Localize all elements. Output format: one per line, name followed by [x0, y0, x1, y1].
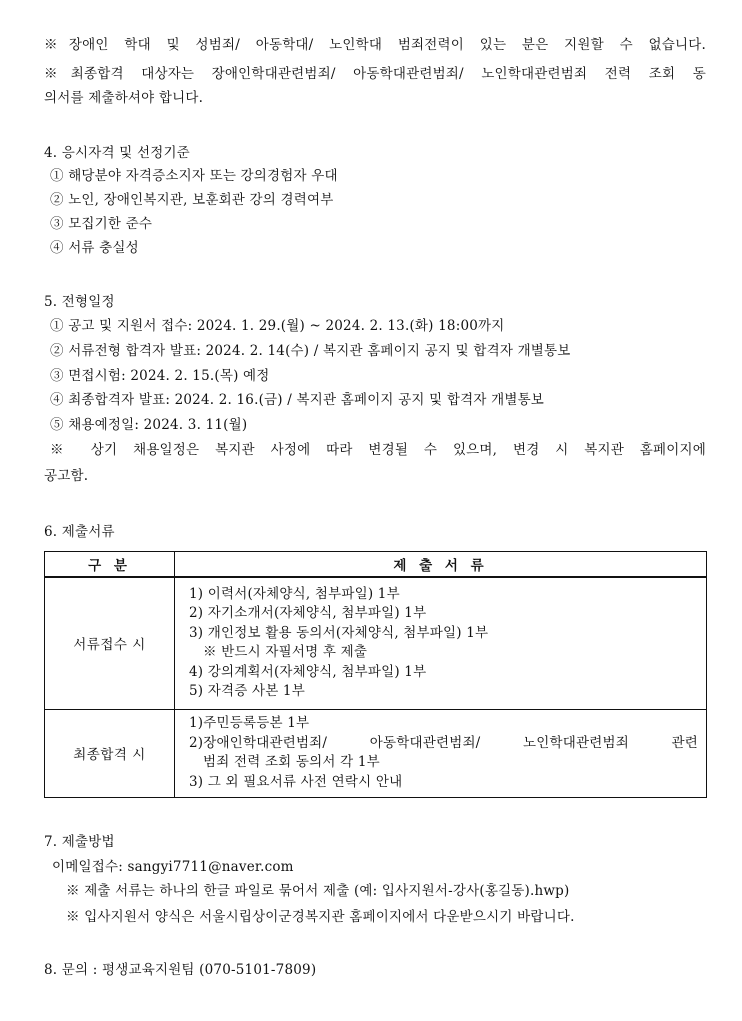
schedule-item: ③ 면접시험: 2024. 2. 15.(목) 예정: [50, 368, 270, 384]
table-header-documents: 제 출 서 류: [175, 552, 707, 578]
document-item: 4) 강의계획서(자체양식, 첨부파일) 1부: [189, 663, 427, 680]
document-item: 2) 자기소개서(자체양식, 첨부파일) 1부: [189, 605, 427, 622]
section-5-heading: 5. 전형일정: [44, 294, 115, 310]
email-address[interactable]: sangyi7711@naver.com: [127, 859, 294, 875]
schedule-item: ⑤ 채용예정일: 2024. 3. 11(월): [50, 417, 248, 433]
table-cell-documents: [175, 577, 707, 709]
documents-table: [44, 551, 707, 798]
section-4-heading: 4. 응시자격 및 선정기준: [44, 145, 190, 161]
document-item: 1)주민등록등본 1부: [189, 715, 310, 731]
table-cell-documents: [175, 709, 707, 797]
notice-final-pass-line2: 의서를 제출하셔야 합니다.: [44, 90, 204, 106]
schedule-note-line1: ※ 상기 채용일정은 복지관 사정에 따라 변경될 수 있으며, 변경 시 복지관 홈페이지에: [50, 442, 706, 458]
document-item: 2)장애인학대관련범죄/ 아동학대관련범죄/ 노인학대관련범죄 관련: [189, 734, 698, 751]
section-4-item: ② 노인, 장애인복지관, 보훈회관 강의 경력여부: [50, 192, 334, 208]
section-4-item: ④ 서류 충실성: [50, 240, 139, 256]
table-header-row: [45, 552, 707, 578]
email-line: [52, 857, 294, 877]
document-item: 5) 자격증 사본 1부: [189, 683, 305, 700]
table-cell-category: 서류접수 시: [45, 577, 175, 709]
table-row: [45, 709, 707, 797]
document-item: 3) 그 외 필요서류 사전 연락시 안내: [189, 773, 403, 790]
schedule-item: ② 서류전형 합격자 발표: 2024. 2. 14(수) / 복지관 홈페이지 공지 및 합격자 개별통보: [50, 343, 571, 359]
table-row: [45, 577, 707, 709]
document-item: 1) 이력서(자체양식, 첨부파일) 1부: [189, 585, 400, 602]
section-8-contact: 8. 문의 : 평생교육지원팀 (070-5101-7809): [44, 962, 317, 978]
table-cell-category: 최종합격 시: [45, 709, 175, 797]
schedule-item: ① 공고 및 지원서 접수: 2024. 1. 29.(월) ~ 2024. 2. 13.(화) 18:00까지: [50, 318, 505, 334]
notice-final-pass-line1: ※최종합격 대상자는 장애인학대관련범죄/ 아동학대관련범죄/ 노인학대관련범죄 전력 조회 동: [44, 66, 706, 82]
section-6-heading: 6. 제출서류: [44, 524, 115, 540]
section-4-item: ① 해당분야 자격증소지자 또는 강의경험자 우대: [50, 168, 338, 184]
document-item: 3) 개인정보 활용 동의서(자체양식, 첨부파일) 1부: [189, 624, 489, 641]
section-7-heading: 7. 제출방법: [44, 834, 115, 850]
submission-note-2: ※ 입사지원서 양식은 서울시립상이군경복지관 홈페이지에서 다운받으시기 바랍니다.: [66, 909, 575, 925]
submission-note-1: ※ 제출 서류는 하나의 한글 파일로 묶어서 제출 (예: 입사지원서-강사(홍길동).hwp): [66, 883, 570, 899]
schedule-item: ④ 최종합격자 발표: 2024. 2. 16.(금) / 복지관 홈페이지 공지 및 합격자 개별통보: [50, 392, 545, 408]
document-item-continuation: 범죄 전력 조회 동의서 각 1부: [203, 754, 380, 770]
notice-criminal-record: ※장애인 학대 및 성범죄/ 아동학대/ 노인학대 범죄전력이 있는 분은 지원할 수 없습니다.: [44, 37, 706, 53]
table-header-category: 구 분: [45, 552, 175, 578]
schedule-note-line2: 공고함.: [44, 468, 89, 484]
document-item-note: ※ 반드시 자필서명 후 제출: [203, 644, 368, 661]
email-label: 이메일접수:: [52, 859, 128, 875]
section-4-item: ③ 모집기한 준수: [50, 216, 153, 232]
